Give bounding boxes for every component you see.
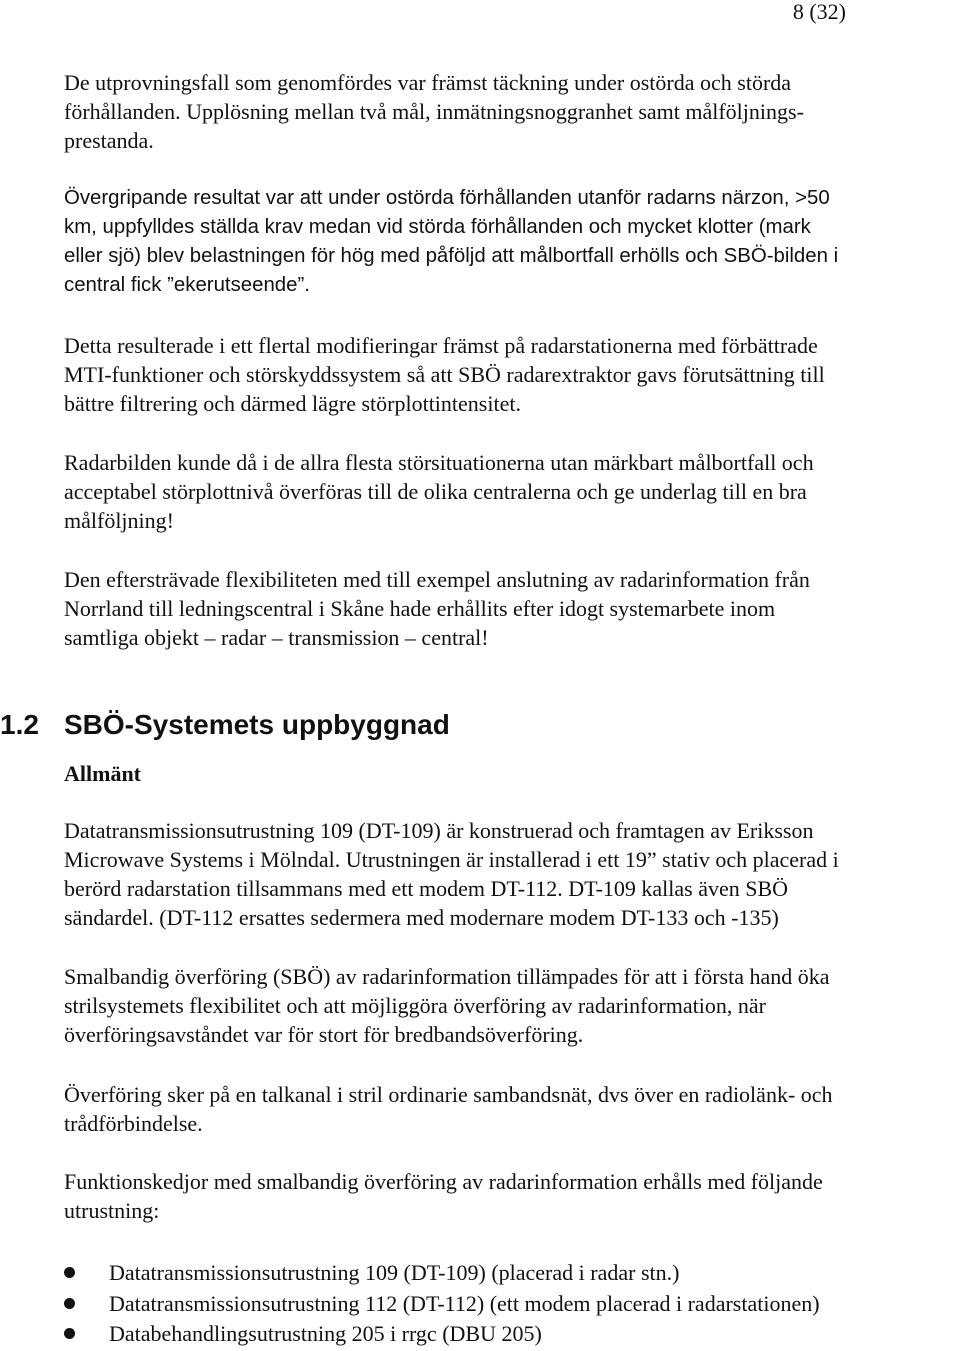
paragraph-radar-picture	[64, 448, 814, 535]
page-number: 8 (32)	[792, 0, 846, 24]
text-line: prestanda.	[64, 128, 154, 153]
text-line: km, uppfylldes ställda krav medan vid störda förhållanden och mycket klotter (mark	[64, 216, 811, 238]
text-line: förhållanden. Upplösning mellan två mål, inmätningsnoggranhet samt målföljnings-	[64, 99, 804, 124]
text-line: central fick ”ekerutseende”.	[64, 274, 310, 296]
paragraph-function-chains	[64, 1167, 823, 1225]
section-title: SBÖ-Systemets uppbyggnad	[64, 709, 450, 740]
text-line: Detta resulterade i ett flertal modifieringar främst på radarstationerna med förbättrade	[64, 333, 818, 358]
text-line: De utprovningsfall som genomfördes var främst täckning under ostörda och störda	[64, 70, 792, 95]
text-line: strilsystemets flexibilitet och att möjliggöra överföring av radarinformation, när	[64, 993, 766, 1018]
text-line: samtliga objekt – radar – transmission – central!	[64, 625, 489, 650]
list-item	[0, 1319, 820, 1350]
text-line: trådförbindelse.	[64, 1111, 203, 1136]
paragraph-modifications	[64, 331, 825, 418]
list-item-text: Datatransmissionsutrustning 109 (DT-109) (placerad i radar stn.)	[109, 1260, 680, 1285]
text-line: Den eftersträvade flexibiliteten med till exempel anslutning av radarinformation från	[64, 567, 810, 592]
text-line: Norrland till ledningscentral i Skåne hade erhållits efter idogt systemarbete inom	[64, 596, 776, 621]
paragraph-dt109	[64, 816, 839, 932]
text-line: utrustning:	[64, 1198, 160, 1223]
paragraph-flexibility	[64, 565, 810, 652]
text-line: bättre filtrering och därmed lägre störplottintensitet.	[64, 391, 521, 416]
text-line: Smalbandig överföring (SBÖ) av radarinformation tillämpades för att i första hand öka	[64, 964, 830, 989]
paragraph-transmission	[64, 1080, 833, 1138]
bullet-icon	[64, 1328, 75, 1339]
text-line: Övergripande resultat var att under ostörda förhållanden utanför radarns närzon, >50	[64, 187, 830, 209]
text-line: acceptabel störplottnivå överföras till de olika centralerna och ge underlag till en bra	[64, 479, 807, 504]
bullet-icon	[64, 1267, 75, 1278]
section-heading	[0, 707, 450, 743]
text-line: Överföring sker på en talkanal i stril ordinarie sambandsnät, dvs över en radiolänk- och	[64, 1082, 833, 1107]
text-line: MTI-funktioner och störskyddssystem så att SBÖ radarextraktor gavs förutsättning till	[64, 362, 825, 387]
paragraph-overall-result	[64, 184, 838, 300]
text-line: sändardel. (DT-112 ersattes sedermera med modernare modem DT-133 och -135)	[64, 905, 779, 930]
list-item-text: Datatransmissionsutrustning 112 (DT-112) (ett modem placerad i radarstationen)	[109, 1290, 820, 1316]
subheading: Allmänt	[64, 761, 141, 786]
text-line: Radarbilden kunde då i de allra flesta störsituationerna utan märkbart målbortfall och	[64, 450, 814, 475]
equipment-list	[0, 1258, 820, 1350]
list-item-text: Databehandlingsutrustning 205 i rrgc (DBU 205)	[109, 1321, 542, 1346]
text-line: berörd radarstation tillsammans med ett modem DT-112. DT-109 kallas även SBÖ	[64, 876, 789, 901]
text-line: Microwave Systems i Mölndal. Utrustningen är installerad i ett 19” stativ och placerad i	[64, 847, 839, 872]
paragraph-narrowband	[64, 962, 830, 1049]
bullet-icon	[64, 1298, 75, 1309]
list-item	[0, 1289, 820, 1320]
section-number: 1.2	[0, 709, 39, 740]
paragraph-test-cases	[64, 68, 804, 155]
text-line: överföringsavståndet var för stort för bredbandsöverföring.	[64, 1022, 584, 1047]
text-line: målföljning!	[64, 508, 174, 533]
text-line: Datatransmissionsutrustning 109 (DT-109) är konstruerad och framtagen av Eriksson	[64, 818, 814, 843]
list-item	[0, 1258, 820, 1289]
text-line: Funktionskedjor med smalbandig överföring av radarinformation erhålls med följande	[64, 1169, 823, 1194]
text-line: eller sjö) blev belastningen för hög med påföljd att målbortfall erhölls och SBÖ-bilden i	[64, 245, 839, 267]
